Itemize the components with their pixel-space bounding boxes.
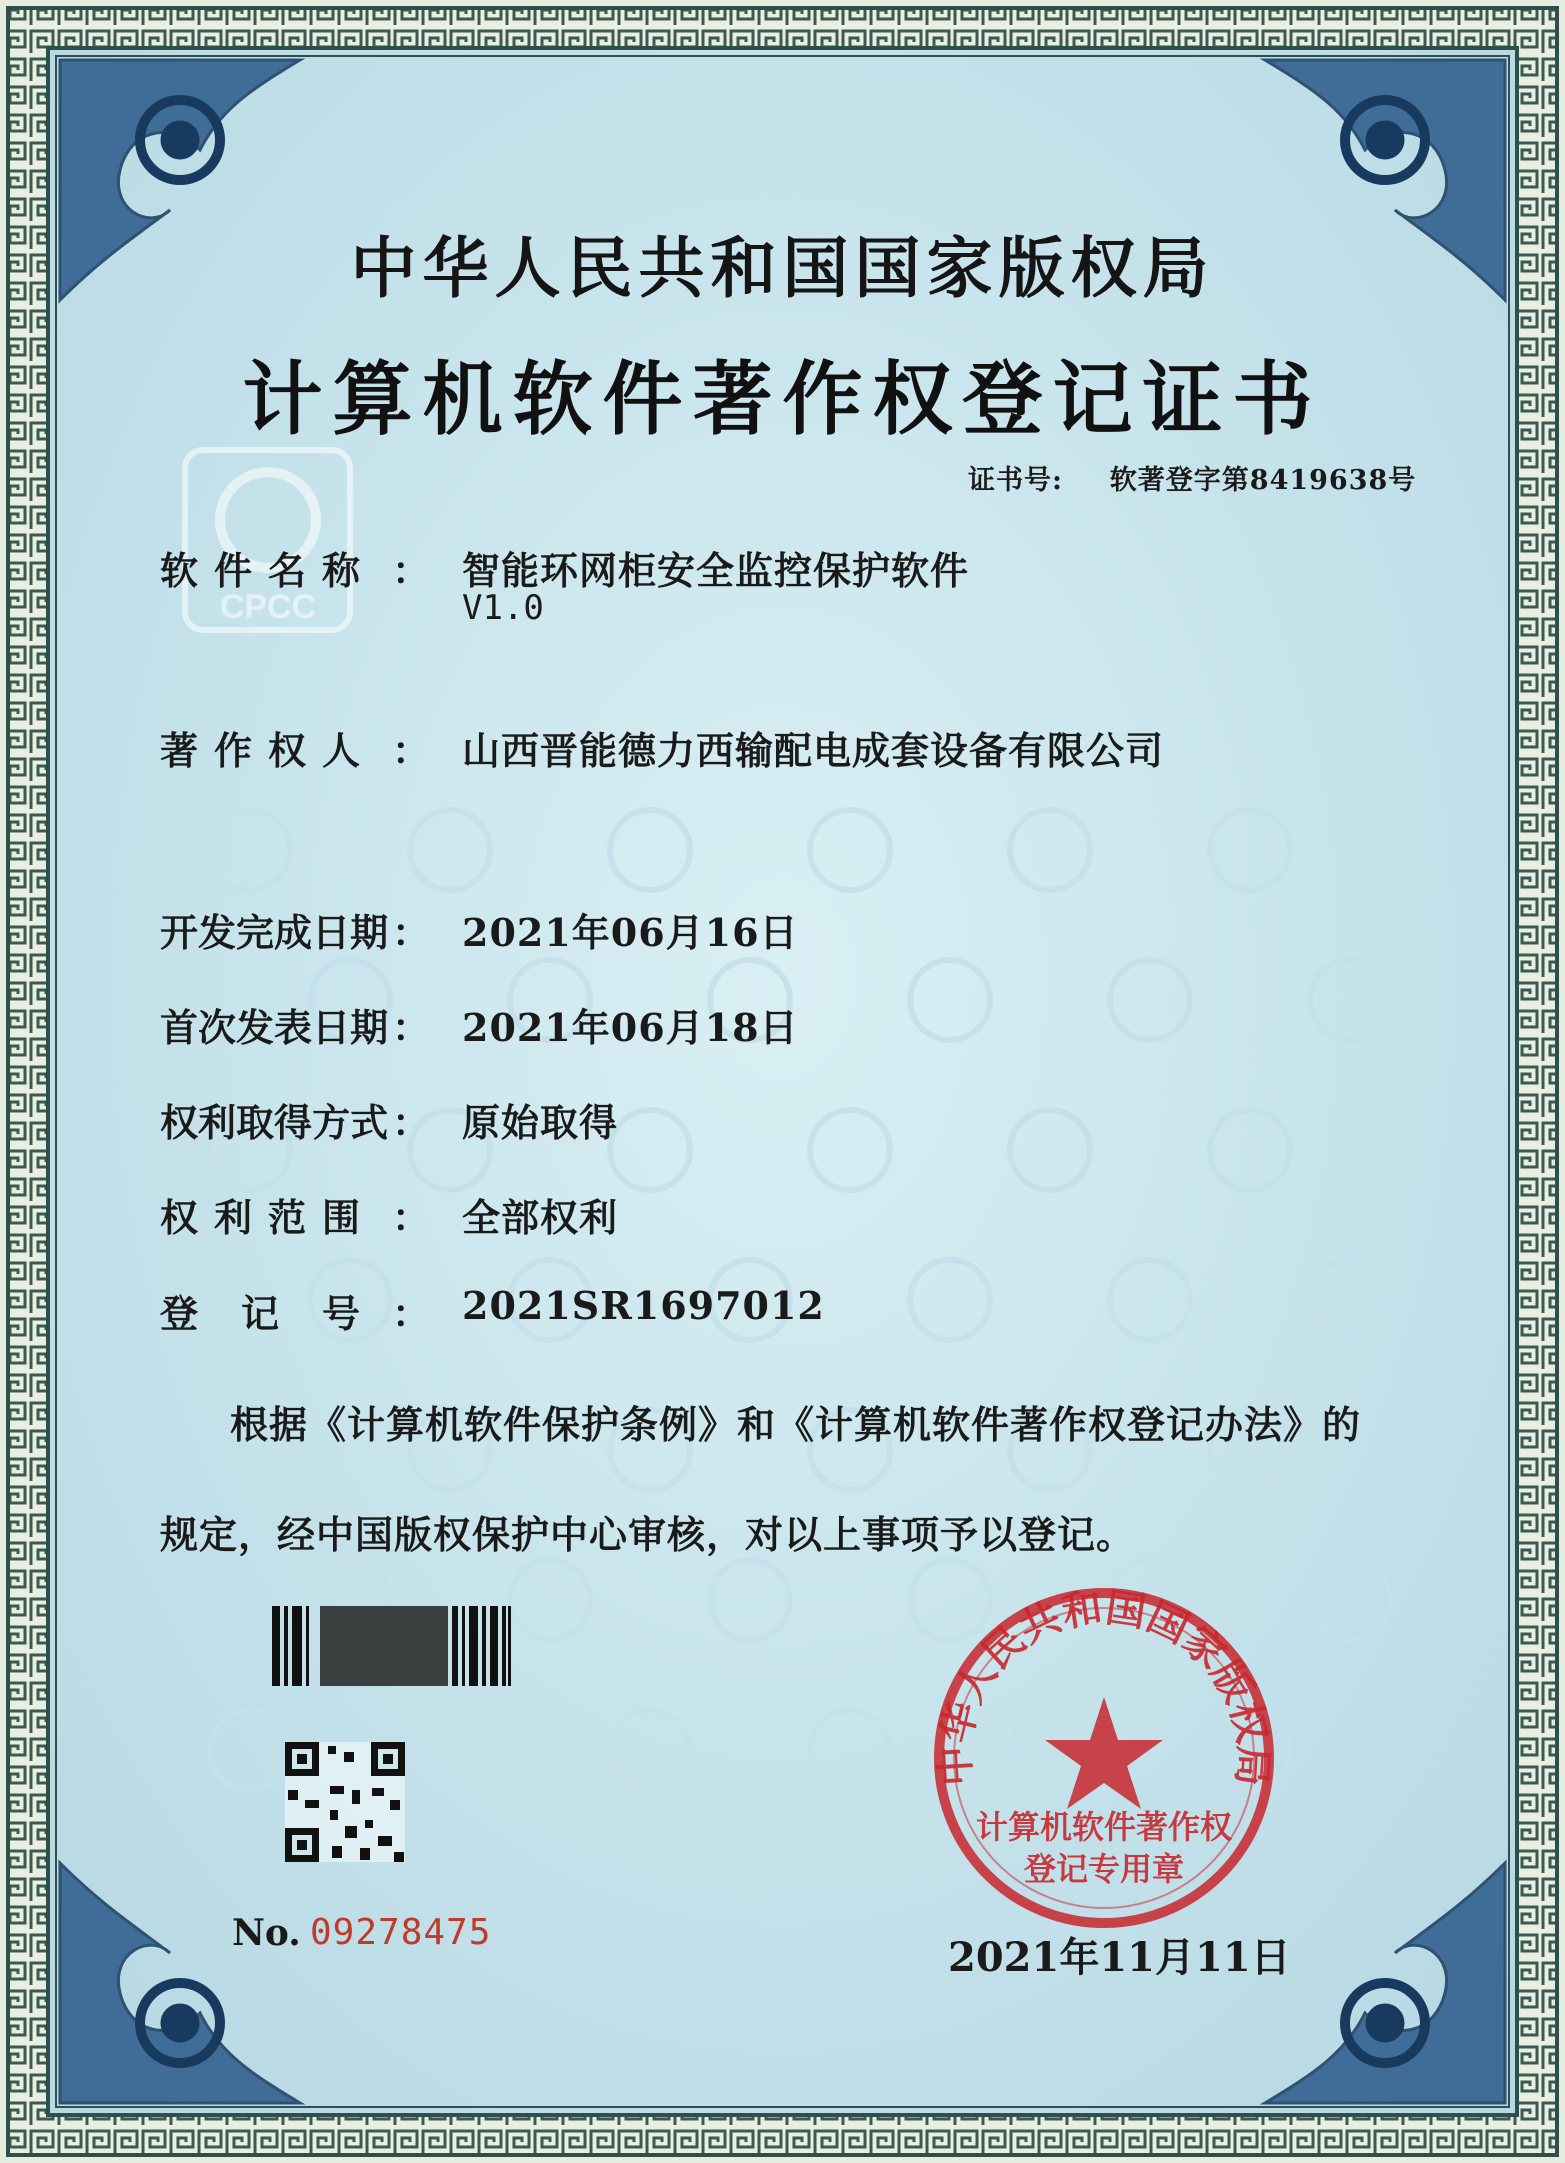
qr-code (285, 1742, 405, 1862)
label-char: 发 (236, 1005, 275, 1050)
registration-statement (160, 1370, 1420, 1590)
software-version-value: V1.0 (462, 588, 544, 628)
issue-date: 2021年11月11日 (948, 1934, 1291, 1981)
label-char: 利 (213, 1195, 252, 1240)
label-char: 取 (236, 1100, 275, 1145)
seal-line-1: 计算机软件著作权 (975, 1808, 1233, 1846)
barcode (272, 1606, 511, 1686)
svg-text:CPCC: CPCC (219, 588, 317, 626)
certificate-page: CPCC 中华人民共和国国家版权局 计算机软件著作权登记证书 证书号: 软著登字第8419638号 软 件 名 称 ： 智能环网柜安全监控保护软件 V1.0 著 作 权 人 ： 山西晋能德力西输配电成套设备有限公司 开 发 完 成 日 期 ： 2021年06月16日 首 次 发 表 日 期 ： 2021年06月18日 权 利 取 得 方 式 ： 原始取得 权 利 范 围 ： 全部权利 登 记 号 ： 2021SR1697012 根据《计算机软件保护条例》和《计算机软件著作权登记办法》的 规定，经中国版权保护中心审核，对以上事项予以登记。 No. 09278475 中华人民共和国国家版权局 计算机软件著作权 登记专用章 2021年11月11日 (0, 0, 1565, 2163)
label-char: 作 (213, 728, 252, 773)
serial-number-label: No. (232, 1912, 301, 1954)
label-char: 登 (160, 1291, 199, 1336)
label-char: 成 (274, 910, 313, 955)
field-label (160, 1283, 360, 1338)
certificate-number-label: 证书号: (968, 465, 1063, 496)
field-label (160, 720, 360, 775)
label-char: 期 (350, 910, 389, 955)
label-char: 范 (267, 1195, 306, 1240)
label-char: 著 (160, 728, 199, 773)
field-label (160, 902, 389, 957)
label-char: 式 (350, 1100, 389, 1145)
label-char: 名 (267, 548, 306, 593)
certificate-number-value: 软著登字第8419638号 (1109, 465, 1417, 496)
field-label (160, 540, 360, 595)
rights-scope-value: 全部权利 (462, 1195, 619, 1240)
statement-line-2: 规定，经中国版权保护中心审核，对以上事项予以登记。 (160, 1512, 1136, 1557)
label-char: 利 (198, 1100, 237, 1145)
label-char: 记 (240, 1291, 279, 1336)
seal-line-2: 登记专用章 (1023, 1850, 1185, 1888)
issuing-authority: 中华人民共和国国家版权局 (350, 229, 1215, 307)
seal-text (924, 1578, 1284, 1938)
label-char: 发 (198, 910, 237, 955)
label-char: 方 (312, 1100, 351, 1145)
label-char: 得 (274, 1100, 313, 1145)
label-char: 期 (350, 1005, 389, 1050)
acquisition-method-value: 原始取得 (462, 1100, 619, 1145)
label-char: 号 (321, 1291, 360, 1336)
label-char: 次 (198, 1005, 237, 1050)
field-label (160, 1187, 360, 1242)
certificate-number (968, 458, 1416, 497)
field-label (160, 997, 389, 1052)
copyright-owner-value: 山西晋能德力西输配电成套设备有限公司 (462, 728, 1165, 773)
registration-number-value: 2021SR1697012 (462, 1283, 825, 1328)
label-char: 完 (236, 910, 275, 955)
statement-line-1: 根据《计算机软件保护条例》和《计算机软件著作权登记办法》的 (230, 1402, 1362, 1447)
certificate-title: 计算机软件著作权登记证书 (242, 352, 1323, 446)
seal-ring-text: 中华人民共和国国家版权局 (931, 1583, 1277, 1788)
label-char: 日 (312, 1005, 351, 1050)
label-char: 件 (213, 548, 252, 593)
label-char: 首 (160, 1005, 199, 1050)
label-char: 表 (274, 1005, 313, 1050)
label-char: 权 (160, 1100, 199, 1145)
serial-number-value: 09278475 (310, 1912, 492, 1953)
field-label (160, 1092, 389, 1147)
label-char: 开 (160, 910, 199, 955)
label-char: 日 (312, 910, 351, 955)
label-char: 软 (160, 548, 199, 593)
label-char: 人 (321, 728, 360, 773)
software-name-value: 智能环网柜安全监控保护软件 (462, 548, 970, 593)
label-char: 围 (321, 1195, 360, 1240)
svg-text:中华人民共和国国家版权局 (931, 1584, 1277, 1787)
label-char: 称 (321, 548, 360, 593)
publication-date-value: 2021年06月18日 (462, 1005, 799, 1050)
label-char: 权 (267, 728, 306, 773)
label-char: 权 (160, 1195, 199, 1240)
development-date-value: 2021年06月16日 (462, 910, 799, 955)
